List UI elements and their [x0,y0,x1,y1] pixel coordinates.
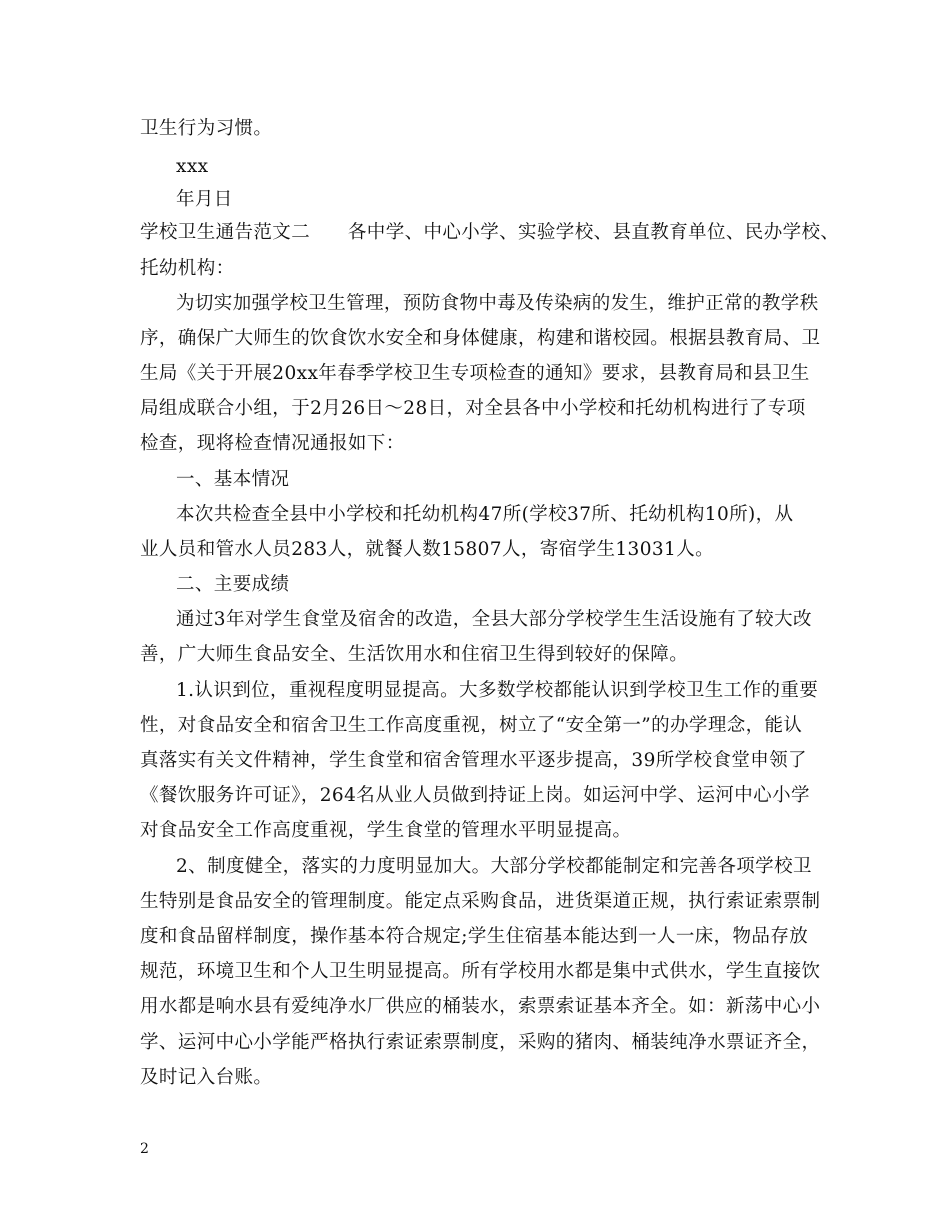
body-line: 善，广大师生食品安全、生活饮用水和住宿卫生得到较好的保障。 [140,644,689,665]
body-line: 检查，现将检查情况通报如下： [140,433,405,454]
body-line: 生局《关于开展20xx年春季学校卫生专项检查的通知》要求，县教育局和县卫生 [140,363,810,384]
body-line: 学、运河中心小学能严格执行索证索票制度，采购的猪肉、桶装纯净水票证齐全， [140,1032,821,1053]
body-line: 规范，环境卫生和个人卫生明显提高。所有学校用水都是集中式供水，学生直接饮 [140,961,821,982]
body-line: 通过3年对学生食堂及宿舍的改造，全县大部分学校学生生活设施有了较大改 [176,609,812,630]
subheading-basic-situation: 一、基本情况 [176,469,290,490]
body-line: 卫生行为习惯。 [140,118,273,139]
section-heading-line: 学校卫生通告范文二 各中学、中心小学、实验学校、县直教育单位、民办学校、 [140,222,840,243]
body-line: 真落实有关文件精神，学生食堂和宿舍管理水平逐步提高，39所学校食堂申领了 [140,750,807,771]
body-line: 序，确保广大师生的饮食饮水安全和身体健康，构建和谐校园。根据县教育局、卫 [140,328,821,349]
body-line: 对食品安全工作高度重视，学生食堂的管理水平明显提高。 [140,820,632,841]
body-line: 性，对食品安全和宿舍卫生工作高度重视，树立了“安全第一”的办学理念，能认 [140,715,803,736]
signature-date: 年月日 [176,189,233,210]
body-line: 局组成联合小组，于2月26日～28日，对全县各中小学校和托幼机构进行了专项 [140,398,806,419]
body-line: 度和食品留样制度，操作基本符合规定;学生住宿基本能达到一人一床，物品存放 [140,926,809,947]
body-line: 业人员和管水人员283人，就餐人数15807人，寄宿学生13031人。 [140,539,715,560]
body-line: 《餐饮服务许可证》，264名从业人员做到持证上岗。如运河中学、运河中心小学 [140,785,810,806]
subheading-main-achievements: 二、主要成绩 [176,574,290,595]
body-line: 1.认识到位，重视程度明显提高。大多数学校都能认识到学校卫生工作的重要 [176,680,819,701]
body-line: 用水都是响水县有爱纯净水厂供应的桶装水，索票索证基本齐全。如：新荡中心小 [140,996,821,1017]
signature-name: xxx [176,156,209,177]
body-line: 为切实加强学校卫生管理，预防食物中毒及传染病的发生，维护正常的教学秩 [176,293,819,314]
body-line: 生特别是食品安全的管理制度。能定点采购食品，进货渠道正规，执行索证索票制 [140,891,821,912]
body-line: 2、制度健全，落实的力度明显加大。大部分学校都能制定和完善各项学校卫 [176,856,812,877]
body-line: 及时记入台账。 [140,1067,273,1088]
body-line: 本次共检查全县中小学校和托幼机构47所(学校37所、托幼机构10所)，从 [176,504,794,525]
page-number: 2 [140,1141,149,1157]
body-line: 托幼机构： [140,258,235,279]
